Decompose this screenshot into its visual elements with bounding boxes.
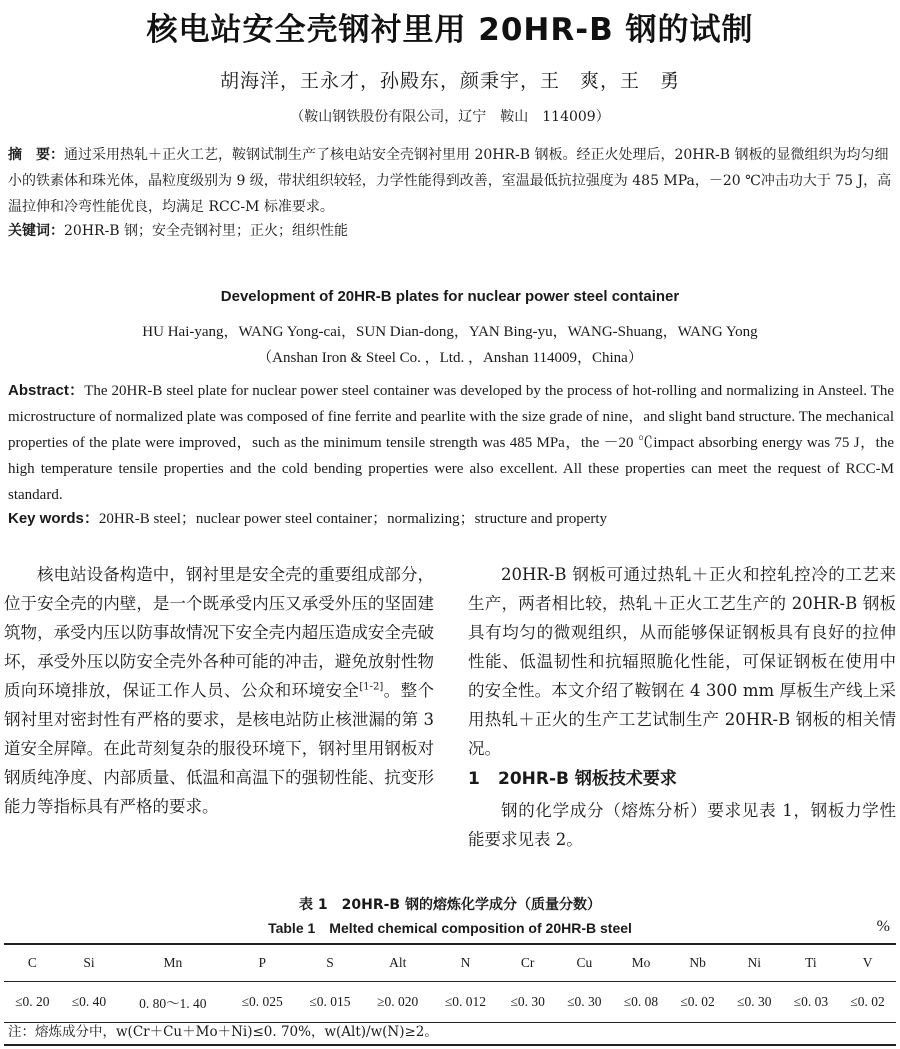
table-bottom-rule <box>4 1044 896 1046</box>
table-header-row <box>4 944 896 982</box>
body-left-column <box>4 560 434 821</box>
col-header: P <box>258 955 266 970</box>
keywords-cn-text: 20HR-B 钢；安全壳钢衬里；正火；组织性能 <box>64 223 349 239</box>
process-paragraph: 20HR-B 钢板可通过热轧＋正火和控轧控冷的工艺来生产，两者相比较，热轧＋正火工艺生产的 20HR-B 钢板具有均匀的微观组织，从而能够保证钢板具有良好的拉伸性能、低温韧性和抗辐照脆化性能，可保证钢板在使用中的安全性。本文介绍了鞍钢在 4 300 mm 厚板生产线上采用热轧＋正火的生产工艺试制生产 20HR-B 钢板的相关情况。 <box>468 565 896 758</box>
col-header: Si <box>83 955 95 970</box>
table-row <box>4 982 896 1023</box>
col-header: N <box>460 955 471 970</box>
col-header: Cr <box>520 955 535 970</box>
abstract-cn-label: 摘 要： <box>8 147 64 163</box>
col-header: S <box>326 955 334 970</box>
table-cell: ≤0. 02 <box>850 994 885 1009</box>
abstract-en-label: Abstract： <box>8 382 85 399</box>
abstract-cn <box>8 142 894 220</box>
citation: [1-2] <box>359 681 384 693</box>
table-cell: ≤0. 20 <box>15 994 50 1009</box>
table-cell: ≤0. 30 <box>737 994 772 1009</box>
col-header: V <box>862 955 873 970</box>
abstract-en-text: The 20HR-B steel plate for nuclear power steel container was developed by the process of hot-rolling and normalizing in Ansteel. The microstructure of normalized plate was composed of fine ferrite and pearlite with the size grade of nine，and slight band structure. The mechanical properties of the plate were improved，such as the minimum tensile strength was 485 MPa，the －20 ℃impact absorbing energy was 75 J，the high temperature tensile properties and the cold bending properties were also excellent. All these properties can meet the request of RCC-M standard. <box>8 383 895 503</box>
keywords-cn-label: 关键词： <box>8 223 64 239</box>
table-cell: ≤0. 02 <box>680 994 715 1009</box>
table1-unit: % <box>876 918 890 935</box>
english-authors: HU Hai-yang，WANG Yong-cai，SUN Dian-dong，YAN Bing-yu，WANG-Shuang，WANG Yong <box>142 324 758 340</box>
section-heading <box>468 765 896 794</box>
abstract-cn-text: 通过采用热轧＋正火工艺，鞍钢试制生产了核电站安全壳钢衬里用 20HR-B 钢板。经正火处理后，20HR-B 钢板的显微组织为均匀细小的铁素体和珠光体，晶粒度级别为 9 级，带状组织较轻，力学性能得到改善，室温最低抗拉强度为 485 MPa，－20 ℃冲击功大于 75 J，高温拉伸和冷弯性能优良，均满足 RCC-M 标准要求。 <box>8 147 892 215</box>
keywords-cn <box>8 220 894 242</box>
keywords-en-label: Key words： <box>8 510 99 527</box>
section-paragraph: 钢的化学成分（熔炼分析）要求见表 1，钢板力学性能要求见表 2。 <box>468 801 896 849</box>
body-right-column <box>468 560 896 854</box>
table-cell: ≤0. 30 <box>510 994 545 1009</box>
section-number: 1 <box>468 769 480 789</box>
table-cell: ≤0. 012 <box>444 994 487 1009</box>
table1-title-en: Table 1 Melted chemical composition of 20HR-B steel <box>268 920 632 936</box>
english-affiliation: （Anshan Iron & Steel Co. ，Ltd. ，Anshan 114009，China） <box>257 350 643 366</box>
table1-note: 注：熔炼成分中，w(Cr＋Cu＋Mo＋Ni)≤0. 70%，w(Alt)/w(N)≥2。 <box>8 1024 438 1040</box>
table-cell: ≤0. 30 <box>567 994 602 1009</box>
affiliation: （鞍山钢铁股份有限公司，辽宁 鞍山 114009） <box>290 109 610 125</box>
col-header: Ti <box>805 955 817 970</box>
col-header: Cu <box>576 955 593 970</box>
table-cell: ≤0. 015 <box>309 994 351 1009</box>
paper-title: 核电站安全壳钢衬里用 20HR-B 钢的试制 <box>146 12 754 48</box>
table-cell: ≤0. 03 <box>793 994 829 1009</box>
table1 <box>4 943 896 1023</box>
keywords-en-text: 20HR-B steel；nuclear power steel container；normalizing；structure and property <box>98 511 608 527</box>
keywords-en <box>8 508 894 530</box>
intro-text-b: 。整个钢衬里对密封性有严格的要求，是核电站防止核泄漏的第 3 道安全屏障。在此苛刻复杂的服役环境下，钢衬里用钢板对钢质纯净度、内部质量、低温和高温下的强韧性能、抗变形能力等指标具有严格的要求。 <box>4 681 435 816</box>
intro-text-a: 核电站设备构造中，钢衬里是安全壳的重要组成部分，位于安全壳的内壁，是一个既承受内压又承受外压的坚固建筑物，承受内压以防事故情况下安全壳内超压造成安全壳破坏，承受外压以防安全壳外各种可能的冲击，避免放射性物质向环境排放，保证工作人员、公众和环境安全 <box>4 565 434 700</box>
english-title: Development of 20HR-B plates for nuclear power steel container <box>220 288 680 305</box>
table1-title-cn: 表 1 20HR-B 钢的熔炼化学成分（质量分数） <box>299 897 601 913</box>
table-cell: ≥0. 020 <box>377 994 419 1009</box>
table-cell: 0. 80～1. 40 <box>139 996 207 1011</box>
author-list: 胡海洋，王永才，孙殿东，颜秉宇，王 爽，王 勇 <box>219 70 680 92</box>
intro-paragraph <box>4 560 434 821</box>
table-cell: ≤0. 40 <box>71 994 107 1009</box>
table-cell: ≤0. 025 <box>241 994 283 1009</box>
table-cell: ≤0. 08 <box>623 994 659 1009</box>
col-header: C <box>27 955 37 970</box>
col-header: Mn <box>163 955 183 970</box>
section-title: 20HR-B 钢板技术要求 <box>498 769 677 789</box>
col-header: Mo <box>631 955 651 970</box>
col-header: Alt <box>389 955 407 970</box>
composition-table <box>4 943 896 1023</box>
col-header: Nb <box>689 955 706 970</box>
col-header: Ni <box>747 955 761 970</box>
abstract-en <box>8 378 894 508</box>
